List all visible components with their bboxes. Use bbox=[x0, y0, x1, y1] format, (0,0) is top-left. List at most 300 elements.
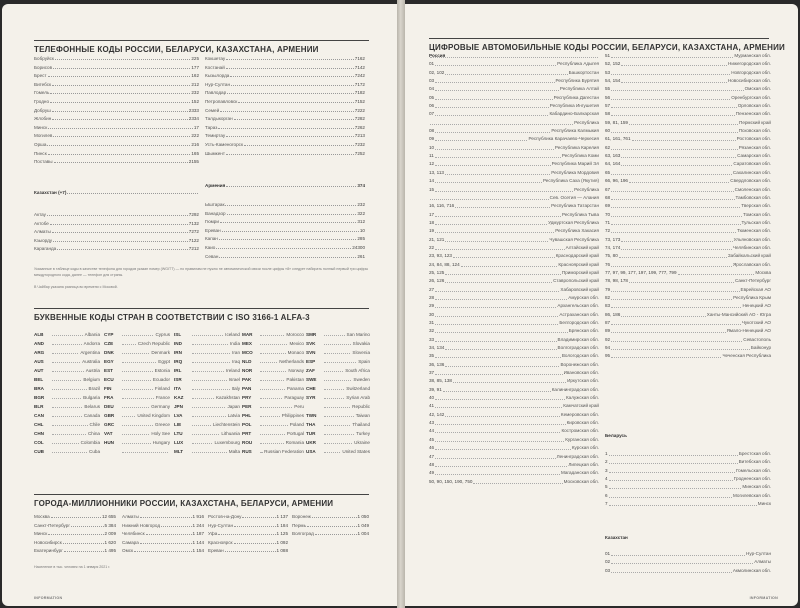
entry-value: 12 655 bbox=[101, 514, 116, 519]
leader-dots bbox=[324, 339, 351, 345]
iso-row bbox=[306, 393, 370, 402]
phone-row bbox=[205, 226, 365, 235]
iso-row bbox=[174, 438, 240, 447]
country-name: Holy See bbox=[151, 431, 170, 436]
auto-code: 63, 163 bbox=[605, 153, 621, 159]
auto-code-row bbox=[605, 500, 771, 508]
auto-code-row bbox=[605, 252, 771, 260]
leader-dots bbox=[55, 54, 190, 60]
phone-row bbox=[34, 97, 199, 106]
auto-code-row bbox=[605, 60, 771, 68]
auto-code-row bbox=[429, 52, 599, 60]
country-name: Russian Federation bbox=[264, 449, 304, 454]
leader-dots bbox=[192, 438, 212, 444]
auto-code: 2 bbox=[605, 459, 608, 465]
leader-dots bbox=[260, 393, 282, 399]
leader-dots bbox=[435, 444, 571, 450]
leader-dots bbox=[435, 211, 561, 217]
auto-code: 94 bbox=[605, 345, 611, 351]
region-name: Смоленская обл. bbox=[734, 186, 771, 192]
phone-row bbox=[205, 54, 365, 63]
entry-value: 7252 bbox=[354, 150, 365, 156]
leader-dots bbox=[218, 123, 353, 129]
leader-dots bbox=[140, 512, 192, 518]
auto-code-row bbox=[605, 94, 771, 102]
region-name: Гродненская обл. bbox=[733, 476, 771, 482]
country-name: Finland bbox=[154, 386, 170, 391]
entry-value: 24300 bbox=[352, 244, 365, 250]
region-name: Республика Мордовия bbox=[551, 169, 599, 175]
phone-codes-armenia bbox=[205, 200, 365, 260]
iso-row bbox=[34, 402, 100, 411]
leader-dots bbox=[621, 77, 727, 83]
leader-dots bbox=[324, 330, 345, 336]
iso-code: USA bbox=[306, 449, 316, 454]
auto-code-row bbox=[605, 102, 771, 110]
leader-dots bbox=[192, 366, 224, 372]
leader-dots bbox=[609, 467, 735, 473]
leader-dots bbox=[435, 110, 548, 116]
entry-name: Москва bbox=[34, 514, 50, 519]
iso-code: IRN bbox=[174, 350, 182, 355]
auto-code: 18 bbox=[429, 219, 435, 225]
country-name: Belgium bbox=[83, 377, 100, 382]
iso-row bbox=[242, 429, 304, 438]
leader-dots bbox=[220, 106, 354, 112]
region-name: Кабардино-Балкарская bbox=[549, 111, 599, 117]
phone-codes-title: ТЕЛЕФОННЫЕ КОДЫ РОССИИ, БЕЛАРУСИ, КАЗАХСТАНА, АРМЕНИИ bbox=[34, 40, 369, 54]
auto-code: 23, 93, 123 bbox=[429, 253, 452, 259]
leader-dots bbox=[52, 227, 188, 233]
leader-dots bbox=[192, 348, 230, 354]
auto-code-row bbox=[429, 227, 599, 235]
leader-dots bbox=[435, 160, 550, 166]
auto-code: 77, 97, 99, 177, 197, 199, 777, 799 bbox=[605, 269, 677, 275]
iso-row bbox=[306, 339, 370, 348]
auto-code-row bbox=[605, 319, 771, 327]
cities-col-1 bbox=[34, 512, 116, 555]
entry-name: Нур-Султан bbox=[205, 81, 230, 87]
entry-value: 2333 bbox=[188, 107, 199, 113]
auto-code: 55 bbox=[605, 86, 611, 92]
country-name: Ecuador bbox=[152, 377, 170, 382]
iso-col-4 bbox=[242, 330, 304, 456]
auto-code: 30 bbox=[429, 311, 435, 317]
phone-row bbox=[34, 54, 199, 63]
iso-row bbox=[306, 420, 370, 429]
auto-code-row bbox=[429, 377, 599, 385]
city-row bbox=[34, 538, 116, 547]
leader-dots bbox=[611, 302, 741, 308]
entry-name: Бобруйск bbox=[34, 56, 54, 61]
country-name: Cyprus bbox=[155, 332, 170, 337]
phone-row bbox=[34, 140, 199, 149]
region-name: Красноярский край bbox=[558, 261, 599, 267]
entry-name: Каиo bbox=[205, 244, 216, 250]
iso-row bbox=[306, 366, 370, 375]
leader-dots bbox=[324, 447, 340, 453]
iso-code: DEU bbox=[104, 404, 114, 409]
leader-dots bbox=[57, 244, 188, 250]
iso-row bbox=[242, 330, 304, 339]
entry-name: Усть-Каменогорск bbox=[205, 141, 243, 147]
leader-dots bbox=[52, 348, 78, 354]
entry-value: 5 384 bbox=[104, 522, 116, 528]
iso-row bbox=[104, 420, 170, 429]
leader-dots bbox=[611, 344, 750, 350]
region-name: Сев. Осетия — Алания bbox=[549, 194, 599, 200]
leader-dots bbox=[226, 149, 354, 155]
russia-codes-col-1 bbox=[429, 52, 599, 486]
iso-code: ROU bbox=[242, 440, 253, 445]
region-name: Калининградская обл. bbox=[551, 386, 599, 392]
auto-code-row bbox=[605, 110, 771, 118]
entry-name: Жлобин bbox=[34, 116, 52, 122]
iso-row bbox=[104, 447, 170, 456]
country-name: Japan bbox=[227, 404, 240, 409]
country-name: Monaco bbox=[287, 350, 304, 355]
entry-value: 312 bbox=[357, 219, 365, 225]
iso-code: NOR bbox=[242, 368, 253, 373]
country-name: Morocco bbox=[286, 332, 304, 337]
leader-dots bbox=[122, 420, 153, 426]
leader-dots bbox=[632, 135, 736, 141]
leader-dots bbox=[629, 177, 729, 183]
iso-row bbox=[306, 384, 370, 393]
auto-code-row bbox=[605, 119, 771, 127]
auto-code: 41 bbox=[429, 403, 435, 409]
leader-dots bbox=[260, 429, 285, 435]
iso-code bbox=[104, 447, 122, 456]
iso-row bbox=[104, 438, 170, 447]
leader-dots bbox=[53, 131, 190, 137]
region-name: Республика Карелия bbox=[554, 144, 599, 150]
leader-dots bbox=[430, 52, 598, 58]
auto-code: 15 bbox=[429, 186, 435, 192]
auto-code-row bbox=[429, 411, 599, 419]
leader-dots bbox=[226, 63, 354, 69]
phone-row bbox=[34, 157, 199, 166]
iso-row bbox=[104, 402, 170, 411]
leader-dots bbox=[435, 227, 554, 233]
leader-dots bbox=[324, 429, 354, 435]
entry-name: Костанай bbox=[205, 64, 225, 70]
cities-title: ГОРОДА-МИЛЛИОННИКИ РОССИИ, КАЗАХСТАНА, БЕЛАРУСИ, АРМЕНИИ bbox=[34, 494, 369, 508]
phone-row bbox=[34, 88, 199, 97]
iso-row bbox=[306, 348, 370, 357]
leader-dots bbox=[192, 384, 230, 390]
country-name: Switzerland bbox=[346, 386, 370, 391]
entry-value: 7213 bbox=[354, 133, 365, 139]
entry-value: 1 184 bbox=[276, 522, 288, 528]
iso-row bbox=[34, 393, 100, 402]
city-row bbox=[122, 512, 204, 521]
country-name: Iceland bbox=[225, 332, 240, 337]
iso-code: ZAF bbox=[306, 368, 315, 373]
iso-code: SVK bbox=[306, 341, 316, 346]
entry-name: Воронеж bbox=[292, 514, 311, 519]
auto-code-row bbox=[429, 110, 599, 118]
iso-row bbox=[174, 348, 240, 357]
auto-code-row bbox=[605, 311, 771, 319]
leader-dots bbox=[53, 236, 188, 242]
auto-code-row bbox=[429, 261, 599, 269]
entry-name: Павлодар bbox=[205, 90, 227, 96]
auto-code-row bbox=[429, 336, 599, 344]
phone-row bbox=[205, 140, 365, 149]
country-name: Syrian Arab bbox=[346, 395, 370, 400]
region-name: Республика Саха (Якутия) bbox=[542, 178, 599, 184]
iso-row bbox=[306, 429, 370, 438]
leader-dots bbox=[435, 177, 542, 183]
entry-name: Петропавловск bbox=[205, 98, 238, 104]
auto-code-row bbox=[605, 77, 771, 85]
entry-value: 1 049 bbox=[357, 522, 369, 528]
auto-code-row bbox=[605, 85, 771, 93]
iso-code: ECU bbox=[104, 377, 114, 382]
entry-name: Гюмри bbox=[205, 219, 219, 225]
auto-code: 10 bbox=[429, 144, 435, 150]
entry-name: Орша bbox=[34, 141, 47, 147]
leader-dots bbox=[611, 286, 739, 292]
leader-dots bbox=[611, 202, 740, 208]
entry-value: 222 bbox=[191, 133, 199, 139]
auto-code: 12 bbox=[429, 161, 435, 167]
iso-code: BRA bbox=[34, 386, 44, 391]
iso-code: MAR bbox=[242, 332, 253, 337]
leader-dots bbox=[324, 420, 350, 426]
auto-code: 35 bbox=[429, 353, 435, 359]
iso-row bbox=[242, 357, 304, 366]
auto-code-row bbox=[605, 177, 771, 185]
region-name: Республика Тыва bbox=[561, 211, 599, 217]
city-row bbox=[208, 546, 288, 555]
region-name: Мурманская обл. bbox=[734, 53, 771, 58]
region-name: Томская обл. bbox=[743, 211, 771, 217]
iso-row bbox=[242, 375, 304, 384]
auto-code-row bbox=[429, 344, 599, 352]
iso-row bbox=[242, 438, 304, 447]
iso-row bbox=[174, 330, 240, 339]
entry-name: Волгоград bbox=[292, 531, 314, 537]
leader-dots bbox=[453, 377, 566, 383]
leader-dots bbox=[435, 469, 560, 475]
entry-name: Нур-Султан bbox=[208, 522, 233, 528]
region-name: Самарская обл. bbox=[737, 153, 771, 159]
leader-dots bbox=[435, 394, 565, 400]
phone-row bbox=[34, 236, 199, 245]
leader-dots bbox=[435, 453, 556, 459]
leader-dots bbox=[52, 339, 82, 345]
auto-code-row bbox=[605, 450, 771, 458]
iso-code: ITA bbox=[174, 386, 182, 391]
leader-dots bbox=[435, 327, 568, 333]
phone-note: Указанные в таблице коды в качестве телефона для городов указан номер (WGITT) — по правилам не нужно не автоматической связи после цифры «8» следует набирать полный первый три цифры междугородного кода, далее — телефон для страны. bbox=[34, 267, 369, 277]
auto-code: 21, 121 bbox=[429, 236, 445, 242]
auto-code-row bbox=[605, 244, 771, 252]
auto-code: 13, 113 bbox=[429, 169, 444, 175]
country-name: Spain bbox=[358, 359, 370, 364]
leader-dots bbox=[52, 402, 82, 408]
entry-value: 1 244 bbox=[192, 522, 204, 528]
kz-label: Казахстан bbox=[605, 535, 628, 540]
leader-dots bbox=[47, 140, 190, 146]
russia-label: Россия bbox=[429, 53, 446, 58]
iso-code: IRL bbox=[174, 368, 182, 373]
entry-value: 1 004 bbox=[357, 531, 369, 537]
leader-dots bbox=[260, 357, 277, 363]
iso-code: SWE bbox=[306, 377, 317, 382]
leader-dots bbox=[621, 311, 705, 317]
region-name: Кировская обл. bbox=[566, 420, 599, 426]
country-name: Philippines bbox=[281, 413, 304, 418]
auto-code: 6 bbox=[605, 492, 608, 498]
auto-code-row bbox=[429, 269, 599, 277]
auto-code: 31 bbox=[429, 320, 435, 325]
entry-name: Борисов bbox=[34, 64, 53, 70]
auto-code: 43 bbox=[429, 420, 435, 426]
auto-code-row bbox=[429, 294, 599, 302]
entry-name: Ереван bbox=[205, 227, 221, 233]
region-name: Ивановская обл. bbox=[563, 370, 599, 376]
leader-dots bbox=[324, 393, 344, 399]
auto-code: 71 bbox=[605, 219, 611, 225]
entry-value: 177 bbox=[191, 64, 199, 70]
leader-dots bbox=[435, 427, 560, 433]
auto-code-row bbox=[605, 294, 771, 302]
country-name: Sweden bbox=[353, 377, 370, 382]
region-name: Ханты-Мансийский АО - Югра bbox=[706, 311, 771, 317]
region-name: Ленинградская обл. bbox=[556, 453, 599, 459]
leader-dots bbox=[435, 60, 556, 66]
region-name: Владимирская обл. bbox=[557, 336, 599, 342]
leader-dots bbox=[435, 94, 552, 100]
belarus-label: Беларусь bbox=[605, 433, 627, 438]
country-name: France bbox=[155, 395, 170, 400]
auto-code-row bbox=[429, 69, 599, 77]
auto-code-row bbox=[429, 135, 599, 143]
region-name: Липецкая обл. bbox=[568, 461, 599, 467]
auto-code: 14 bbox=[429, 178, 435, 184]
city-row bbox=[122, 521, 204, 530]
phone-row bbox=[34, 123, 199, 132]
phone-row bbox=[34, 210, 199, 219]
iso-row bbox=[174, 411, 240, 420]
auto-code: 64, 164 bbox=[605, 161, 621, 167]
region-name: Алматы bbox=[754, 559, 771, 565]
iso-code: AUS bbox=[34, 359, 44, 364]
iso-row bbox=[242, 348, 304, 357]
region-name: Краснодарский край bbox=[555, 253, 599, 259]
phone-codes-kazakhstan-b bbox=[205, 54, 365, 157]
leader-dots bbox=[611, 211, 742, 217]
entry-name: Ыштарак bbox=[205, 202, 225, 207]
region-name: Вологодская обл. bbox=[561, 353, 599, 359]
iso-code: DNK bbox=[104, 350, 114, 355]
leader-dots bbox=[324, 384, 344, 390]
country-name: Latvia bbox=[227, 413, 240, 418]
iso-code: CHN bbox=[34, 431, 44, 436]
leader-dots bbox=[260, 420, 288, 426]
iso-row bbox=[34, 411, 100, 420]
auto-code-row bbox=[429, 453, 599, 461]
city-row bbox=[208, 521, 288, 530]
auto-code: 65 bbox=[605, 169, 611, 175]
phone-row bbox=[205, 97, 365, 106]
entry-name: Минск bbox=[34, 124, 48, 130]
auto-code: 74, 174 bbox=[605, 244, 621, 250]
iso-code: VAT bbox=[104, 431, 113, 436]
leader-dots bbox=[52, 429, 86, 435]
iso-code: CHE bbox=[306, 386, 316, 391]
auto-code: 82 bbox=[605, 294, 611, 300]
leader-dots bbox=[435, 77, 554, 83]
auto-code-row bbox=[605, 194, 771, 202]
auto-code-row bbox=[429, 327, 599, 335]
region-name: Сахалинская обл. bbox=[732, 169, 771, 175]
leader-dots bbox=[260, 402, 292, 408]
right-page bbox=[401, 4, 798, 606]
leader-dots bbox=[611, 144, 738, 150]
region-name: Алтайский край bbox=[565, 244, 599, 250]
entry-name: Гродно bbox=[34, 98, 50, 104]
region-name: Нур-Султан bbox=[746, 551, 771, 556]
phone-codes-kazakhstan-a bbox=[34, 210, 199, 253]
region-name: Гомельская обл. bbox=[735, 467, 771, 473]
region-name: Новгородская обл. bbox=[731, 69, 771, 75]
iso-code: MEX bbox=[242, 341, 252, 346]
leader-dots bbox=[192, 402, 225, 408]
iso-code: MCO bbox=[242, 350, 253, 355]
country-name: Portugal bbox=[286, 431, 304, 436]
entry-value: 1 187 bbox=[192, 531, 204, 537]
country-name: Iraq bbox=[232, 359, 240, 364]
leader-dots bbox=[53, 63, 190, 69]
phone-row bbox=[205, 63, 365, 72]
entry-value: 7232 bbox=[354, 141, 365, 147]
auto-code-row bbox=[605, 135, 771, 143]
leader-dots bbox=[435, 302, 556, 308]
leader-dots bbox=[435, 152, 561, 158]
auto-code-row bbox=[605, 236, 771, 244]
entry-value: 1 092 bbox=[276, 539, 288, 545]
leader-dots bbox=[192, 375, 227, 381]
region-name: Новосибирская обл. bbox=[727, 78, 771, 84]
iso-code: PER bbox=[242, 404, 252, 409]
region-name: Приморский край bbox=[561, 269, 599, 275]
city-row bbox=[292, 529, 369, 538]
auto-code: 75, 80 bbox=[605, 253, 618, 259]
auto-code-row bbox=[429, 119, 599, 127]
entry-name: Капан bbox=[205, 236, 218, 242]
country-name: Estonia bbox=[154, 368, 170, 373]
iso-row bbox=[306, 402, 370, 411]
country-name: Liechtenstein bbox=[212, 422, 240, 427]
entry-value: 1 125 bbox=[276, 531, 288, 537]
city-row bbox=[34, 512, 116, 521]
country-name: United States bbox=[342, 449, 370, 454]
region-name: Иркутская обл. bbox=[567, 378, 599, 384]
leader-dots bbox=[611, 261, 732, 267]
leader-dots bbox=[435, 311, 558, 317]
auto-code-row bbox=[605, 336, 771, 344]
kz-title: Казахстан (+7) bbox=[34, 188, 199, 197]
country-name: Romania bbox=[285, 440, 304, 445]
leader-dots bbox=[122, 402, 149, 408]
leader-dots bbox=[161, 521, 191, 527]
entry-name: Брест bbox=[34, 73, 47, 79]
leader-dots bbox=[609, 475, 733, 481]
